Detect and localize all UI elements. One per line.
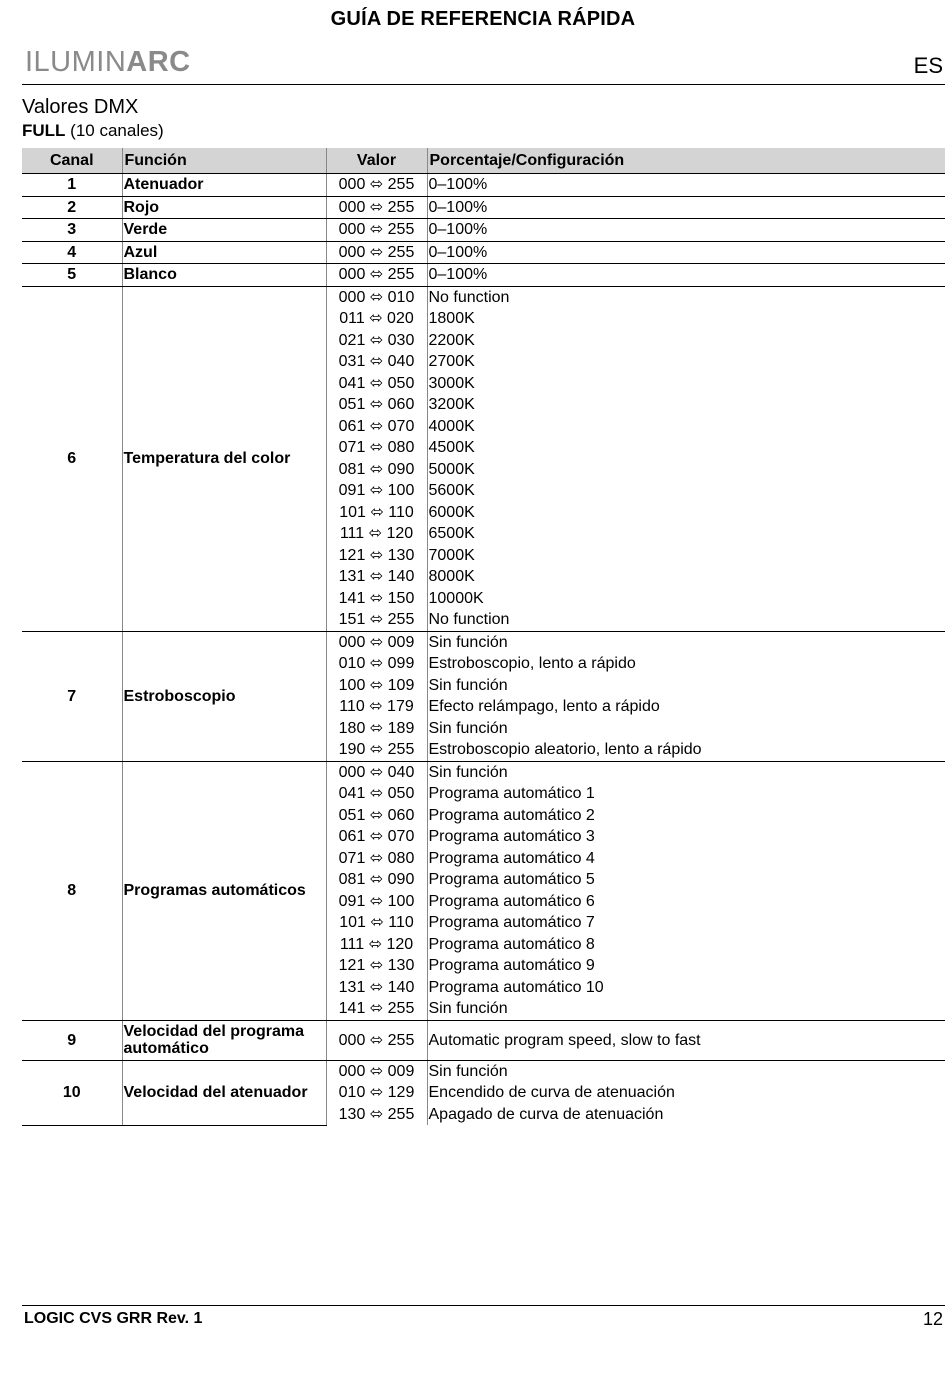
setting-description: Programa automático 5	[427, 869, 945, 891]
setting-description: 4500K	[427, 437, 945, 459]
value-range: 000 ⬄ 255	[326, 264, 427, 287]
value-range: 100 ⬄ 109	[326, 675, 427, 697]
setting-description: 7000K	[427, 545, 945, 567]
function-name: Atenuador	[122, 174, 326, 197]
value-range: 071 ⬄ 080	[326, 437, 427, 459]
setting-description: 0–100%	[427, 264, 945, 287]
table-row	[22, 1060, 945, 1082]
value-range: 000 ⬄ 010	[326, 286, 427, 308]
setting-description: Encendido de curva de atenuación	[427, 1082, 945, 1104]
function-name: Programas automáticos	[122, 761, 326, 1020]
table-row	[22, 264, 945, 287]
value-range: 061 ⬄ 070	[326, 826, 427, 848]
channel-number: 9	[22, 1020, 122, 1060]
value-range: 121 ⬄ 130	[326, 545, 427, 567]
function-name: Azul	[122, 241, 326, 264]
setting-description: Programa automático 9	[427, 955, 945, 977]
value-range: 190 ⬄ 255	[326, 739, 427, 761]
value-range: 081 ⬄ 090	[326, 459, 427, 481]
setting-description: Apagado de curva de atenuación	[427, 1104, 945, 1126]
dmx-values-table	[22, 148, 945, 1126]
value-range: 000 ⬄ 255	[326, 196, 427, 219]
value-range: 000 ⬄ 255	[326, 241, 427, 264]
column-header-valor: Valor	[326, 148, 427, 174]
value-range: 011 ⬄ 020	[326, 308, 427, 330]
value-range: 021 ⬄ 030	[326, 330, 427, 352]
value-range: 151 ⬄ 255	[326, 609, 427, 631]
setting-description: 3200K	[427, 394, 945, 416]
setting-description: 3000K	[427, 373, 945, 395]
value-range: 131 ⬄ 140	[326, 566, 427, 588]
setting-description: 1800K	[427, 308, 945, 330]
value-range: 000 ⬄ 009	[326, 631, 427, 653]
function-name: Temperatura del color	[122, 286, 326, 631]
logo-text-thin: ILUMIN	[25, 46, 127, 78]
setting-description: Sin función	[427, 718, 945, 740]
setting-description: No function	[427, 286, 945, 308]
channel-number: 8	[22, 761, 122, 1020]
setting-description: 10000K	[427, 588, 945, 610]
value-range: 010 ⬄ 129	[326, 1082, 427, 1104]
setting-description: 0–100%	[427, 219, 945, 242]
channel-number: 3	[22, 219, 122, 242]
setting-description: Programa automático 6	[427, 891, 945, 913]
setting-description: Sin función	[427, 998, 945, 1020]
channel-number: 7	[22, 631, 122, 761]
mode-name: FULL	[22, 121, 66, 140]
value-range: 000 ⬄ 255	[326, 174, 427, 197]
setting-description: Programa automático 2	[427, 805, 945, 827]
value-range: 131 ⬄ 140	[326, 977, 427, 999]
value-range: 141 ⬄ 255	[326, 998, 427, 1020]
header-divider	[22, 84, 945, 85]
setting-description: Sin función	[427, 631, 945, 653]
table-header-row	[22, 148, 945, 174]
value-range: 141 ⬄ 150	[326, 588, 427, 610]
value-range: 051 ⬄ 060	[326, 394, 427, 416]
function-name: Verde	[122, 219, 326, 242]
setting-description: 2200K	[427, 330, 945, 352]
table-row	[22, 196, 945, 219]
value-range: 111 ⬄ 120	[326, 934, 427, 956]
section-title: Valores DMX	[22, 96, 139, 118]
value-range: 091 ⬄ 100	[326, 891, 427, 913]
setting-description: Sin función	[427, 675, 945, 697]
value-range: 010 ⬄ 099	[326, 653, 427, 675]
setting-description: No function	[427, 609, 945, 631]
value-range: 101 ⬄ 110	[326, 502, 427, 524]
setting-description: Efecto relámpago, lento a rápido	[427, 696, 945, 718]
footer-divider	[22, 1305, 945, 1306]
document-id: LOGIC CVS GRR Rev. 1	[24, 1310, 203, 1327]
setting-description: Programa automático 1	[427, 783, 945, 805]
value-range: 031 ⬄ 040	[326, 351, 427, 373]
value-range: 180 ⬄ 189	[326, 718, 427, 740]
setting-description: 6500K	[427, 523, 945, 545]
value-range: 101 ⬄ 110	[326, 912, 427, 934]
value-range: 000 ⬄ 255	[326, 1020, 427, 1060]
table-row	[22, 174, 945, 197]
column-header-canal: Canal	[22, 148, 122, 174]
setting-description: Programa automático 10	[427, 977, 945, 999]
page-number: 12	[922, 1309, 943, 1329]
document-title: GUÍA DE REFERENCIA RÁPIDA	[330, 8, 636, 30]
table-row	[22, 286, 945, 308]
channel-number: 6	[22, 286, 122, 631]
setting-description: 5600K	[427, 480, 945, 502]
function-name: Blanco	[122, 264, 326, 287]
table-row	[22, 219, 945, 242]
channel-number: 1	[22, 174, 122, 197]
setting-description: Programa automático 7	[427, 912, 945, 934]
value-range: 081 ⬄ 090	[326, 869, 427, 891]
setting-description: 8000K	[427, 566, 945, 588]
function-name: Velocidad del atenuador	[122, 1060, 326, 1125]
channel-number: 10	[22, 1060, 122, 1125]
setting-description: Sin función	[427, 761, 945, 783]
value-range: 121 ⬄ 130	[326, 955, 427, 977]
setting-description: 0–100%	[427, 196, 945, 219]
value-range: 111 ⬄ 120	[326, 523, 427, 545]
brand-logo	[25, 46, 191, 79]
setting-description: 0–100%	[427, 241, 945, 264]
table-row	[22, 631, 945, 653]
table-row	[22, 1020, 945, 1060]
setting-description: 0–100%	[427, 174, 945, 197]
value-range: 000 ⬄ 009	[326, 1060, 427, 1082]
logo-text-bold: ARC	[126, 46, 191, 78]
value-range: 130 ⬄ 255	[326, 1104, 427, 1126]
setting-description: Estroboscopio, lento a rápido	[427, 653, 945, 675]
function-name: Velocidad del programa automático	[122, 1020, 326, 1060]
value-range: 041 ⬄ 050	[326, 373, 427, 395]
column-header-funcion: Función	[122, 148, 326, 174]
language-code: ES	[913, 53, 943, 78]
function-name: Estroboscopio	[122, 631, 326, 761]
mode-subtitle	[22, 121, 164, 141]
setting-description: 5000K	[427, 459, 945, 481]
mode-channels: (10 canales)	[65, 121, 164, 140]
column-header-configuracion: Porcentaje/Configuración	[427, 148, 945, 174]
setting-description: Sin función	[427, 1060, 945, 1082]
channel-number: 5	[22, 264, 122, 287]
value-range: 000 ⬄ 255	[326, 219, 427, 242]
setting-description: 2700K	[427, 351, 945, 373]
setting-description: 6000K	[427, 502, 945, 524]
setting-description: Programa automático 8	[427, 934, 945, 956]
table-row	[22, 761, 945, 783]
value-range: 051 ⬄ 060	[326, 805, 427, 827]
table-row	[22, 241, 945, 264]
setting-description: Programa automático 3	[427, 826, 945, 848]
setting-description: Estroboscopio aleatorio, lento a rápido	[427, 739, 945, 761]
function-name: Rojo	[122, 196, 326, 219]
value-range: 041 ⬄ 050	[326, 783, 427, 805]
value-range: 061 ⬄ 070	[326, 416, 427, 438]
channel-number: 2	[22, 196, 122, 219]
value-range: 000 ⬄ 040	[326, 761, 427, 783]
value-range: 071 ⬄ 080	[326, 848, 427, 870]
setting-description: 4000K	[427, 416, 945, 438]
setting-description: Programa automático 4	[427, 848, 945, 870]
setting-description: Automatic program speed, slow to fast	[427, 1020, 945, 1060]
value-range: 091 ⬄ 100	[326, 480, 427, 502]
value-range: 110 ⬄ 179	[326, 696, 427, 718]
channel-number: 4	[22, 241, 122, 264]
